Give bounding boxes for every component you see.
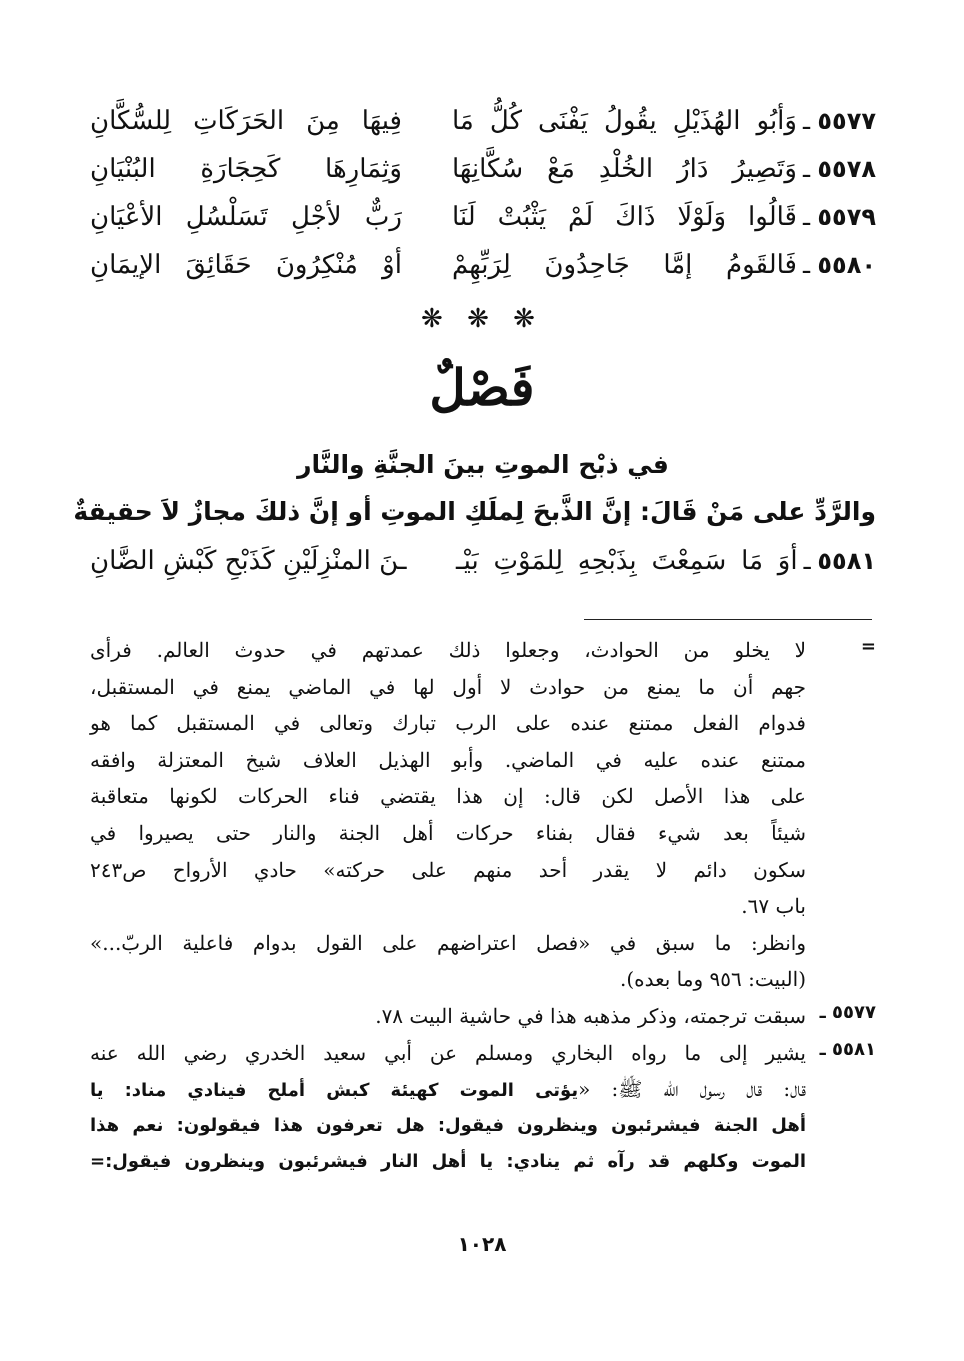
verse-5581 xyxy=(90,546,876,594)
footnote-body xyxy=(90,1035,806,1181)
verse-number: ٥٥٨٠ xyxy=(817,251,876,279)
section-separator: ❋ ❋ ❋ xyxy=(421,304,543,334)
section-heading-line-1: في ذبْح الموتِ بينَ الجنَّةِ والنَّار xyxy=(297,450,669,479)
verse-dash: ـ xyxy=(802,251,810,279)
footnote-body xyxy=(90,632,806,998)
verse-second-hemistich: وَثِمَارِهَا كَحِجَارَةِ البُنْيَانِ xyxy=(90,154,402,184)
verse-second-hemistich: فِيهَا مِنَ الحَرَكَاتِ لِلسُّكَّانِ xyxy=(90,106,402,136)
footnote-label: ٥٥٨١ ـ xyxy=(819,1038,876,1060)
verse-5580 xyxy=(90,250,876,298)
verse-first-hemistich: أوَ مَا سَمِعْتَ بِذَبْحِهِ لِلمَوْتِ بَيْـ xyxy=(456,546,798,576)
footnote-5581 xyxy=(90,1035,876,1181)
footnote-line: لا يخلو من الحوادث، وجعلوا ذلك عمدتهم في حدوث العالم. فرأى xyxy=(90,638,806,662)
verse-first-hemistich: فَالقَومُ إمَّا جَاحِدُونَ لِرَبِّهِمْ xyxy=(451,250,797,280)
section-title: فَصْلٌ xyxy=(429,358,535,417)
footnote-continuation xyxy=(90,632,876,998)
footnote-body xyxy=(90,998,806,1035)
section-heading-line-2: والرَّدِّ على مَنْ قَالَ: إنَّ الذَّبحَ لِملَكِ الموتِ أو إنَّ ذلكَ مجازٌ لاَ حقيقةٌ xyxy=(73,497,876,526)
footnote-line xyxy=(90,1071,806,1108)
footnote-line: فدوام الفعل ممتنع عنده على الرب تبارك وتعالى في المستقبل كما هو xyxy=(90,711,806,736)
footnote-line: يشير إلى ما رواه البخاري ومسلم عن أبي سعيد الخدري رضي الله عنه xyxy=(90,1040,806,1065)
footnote-line: سبقت ترجمته، وذكر مذهبه هذا في حاشية البيت ٧٨. xyxy=(375,1003,806,1028)
footnote-line: سكون دائم لا يقدر أحد منهم على حركته» حادي الأرواح ص٢٤٣ xyxy=(90,857,806,882)
verse-dash: ـ xyxy=(802,203,810,231)
footnote-line: وانظر: ما سبق في «فصل اعتراضهم على القول بدوام فاعلية الربّ...» xyxy=(90,930,806,955)
footnote-line: شيئاً بعد شيء فقال بفناء حركات أهل الجنة والنار حتى يصيروا في xyxy=(90,820,806,845)
hadith-text: الموت وكلهم قد رآه ثم ينادي: يا أهل النار فيشرئبون وينظرون فيقول: xyxy=(105,1151,806,1173)
footnote-text: قال: قال رسول الله ﷺ: « xyxy=(578,1077,806,1102)
verse-first-hemistich: قَالُوا وَلَوْلَا ذَاكَ لَمْ يَثْبُتْ لَنَا xyxy=(451,202,797,232)
verse-second-hemistich: رَبٌّ لأجْلِ تَسَلْسُلِ الأعْيَانِ xyxy=(90,202,402,232)
footnote-5577 xyxy=(90,998,876,1035)
page-number: ١٠٢٨ xyxy=(457,1232,507,1256)
hadith-text: يؤتى الموت كهيئة كبش أملح فينادي مناد: يا xyxy=(90,1080,579,1102)
footnote-line: (البيت: ٩٥٦ وما بعده). xyxy=(619,967,806,992)
verse-5581-block xyxy=(90,546,876,594)
verse-5577 xyxy=(90,106,876,154)
verse-number: ٥٥٧٩ xyxy=(817,203,876,231)
continuation-mark: = xyxy=(90,1151,106,1173)
footnote-line: جهم أن ما يمنع من حوادث لا أول لها في الماضي يمنع في المستقبل، xyxy=(90,674,807,699)
footnote-line: باب ٦٧. xyxy=(741,894,806,919)
verse-number: ٥٥٧٨ xyxy=(817,155,876,183)
hadith-line: أهل الجنة فيشرئبون وينظرون فيقول: هل تعرفون هذا فيقولون: نعم هذا xyxy=(90,1114,806,1136)
footnote-divider xyxy=(584,619,872,620)
continuation-mark: = xyxy=(860,636,876,657)
footnote-line: على هذا الأصل لكن قال: إن هذا يقتضي فناء الحركات لكونها متعاقبة xyxy=(90,784,806,809)
poem-verses xyxy=(90,106,876,298)
verse-first-hemistich: وَتَصِيرُ دَارُ الخُلْدِ مَعْ سُكَّانِهَا xyxy=(451,154,797,184)
verse-dash: ـ xyxy=(802,107,810,135)
verse-number: ٥٥٨١ xyxy=(817,547,876,575)
verse-dash: ـ xyxy=(803,547,811,575)
verse-number: ٥٥٧٧ xyxy=(817,107,876,135)
footnotes xyxy=(90,632,876,1181)
footnote-label: ٥٥٧٧ ـ xyxy=(819,1001,876,1023)
hadith-line xyxy=(90,1144,806,1181)
verse-first-hemistich: وَأبُو الهُذَيْلِ يقُولُ يَفْنَى كُلُّ مَا xyxy=(451,106,797,136)
verse-second-hemistich: أوْ مُنْكِرُونَ حَقَائِقَ الإيمَانِ xyxy=(90,250,402,280)
verse-second-hemistich: ـنَ المنْزِلَيْنِ كَذَبْحِ كَبْشِ الضَّانِ xyxy=(90,546,407,576)
footnote-line: ممتنع عنده عليه في الماضي. وأبو الهذيل العلاف شيخ المعتزلة وافقه xyxy=(90,747,806,772)
verse-5578 xyxy=(90,154,876,202)
verse-5579 xyxy=(90,202,876,250)
verse-dash: ـ xyxy=(802,155,810,183)
